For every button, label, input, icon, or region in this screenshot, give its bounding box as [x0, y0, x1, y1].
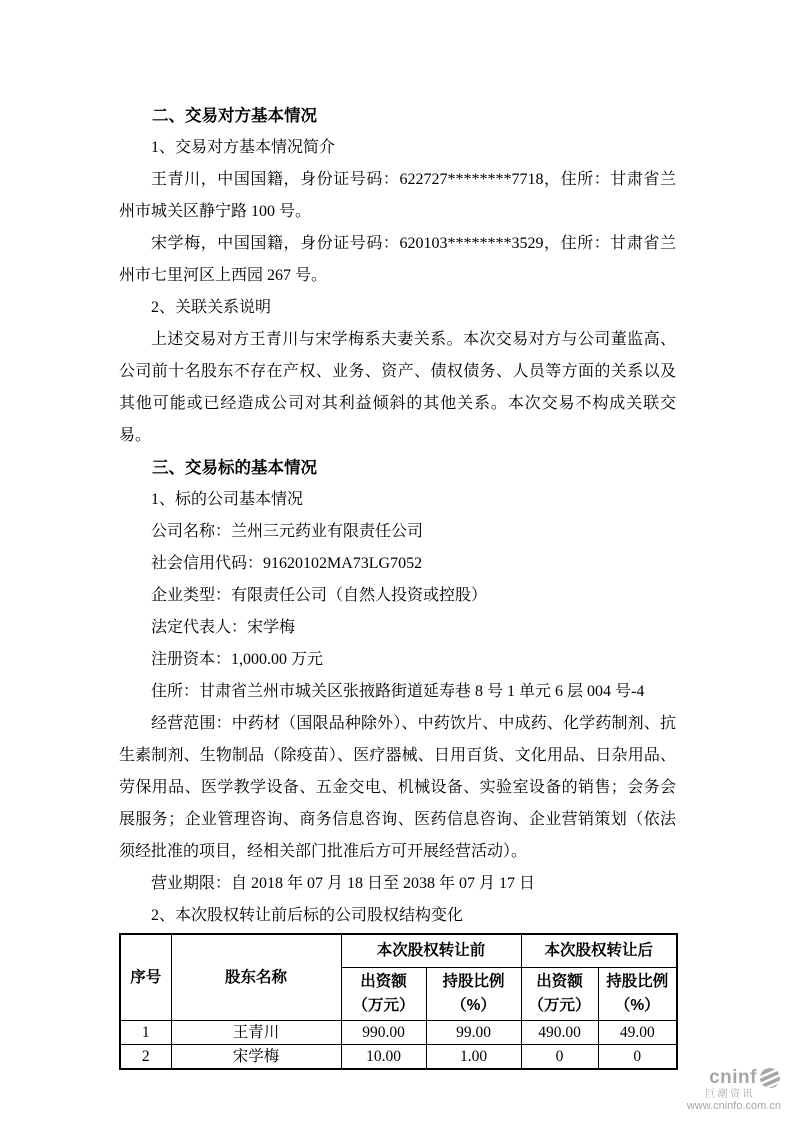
section2-item2-title: 2、关联关系说明	[151, 299, 272, 316]
header-amount-before-line2: （万元）	[352, 997, 415, 1014]
header-ratio-before-line2: （%）	[451, 997, 496, 1014]
header-group-after: 本次股权转让后	[521, 934, 677, 968]
header-group-before: 本次股权转让前	[341, 934, 521, 968]
registered-capital-line: 注册资本：1,000.00 万元	[151, 651, 324, 668]
company-name-line: 公司名称：兰州三元药业有限责任公司	[151, 523, 424, 540]
cninfo-logo-icon	[759, 1067, 781, 1089]
section3-item1-title: 1、标的公司基本情况	[151, 491, 304, 508]
business-scope-line: 经营范围：中药材（国限品种除外）、中药饮片、中成药、化学药制剂、抗生素制剂、生物制品（除疫苗）、医疗器械、日用百货、文化用品、日杂用品、劳保用品、医学教学设备、五金交电、机械设备、实验室设备的销售；会务会展服务；企业管理咨询、商务信息咨询、医药信息咨询、企业营销策划（依法须经批准的项目，经相关部门批准后方可开展经营活动）。	[119, 715, 676, 860]
cninfo-watermark	[687, 1067, 781, 1113]
cell-seq: 2	[120, 1045, 171, 1070]
header-shareholder: 股东名称	[171, 934, 341, 1021]
header-amount-before	[341, 968, 426, 1021]
section3-item2-title: 2、本次股权转让前后标的公司股权结构变化	[151, 907, 464, 924]
section2-item1-title: 1、交易对方基本情况简介	[151, 139, 336, 156]
cninfo-url-text: www.cninfo.com.cn	[686, 1100, 781, 1113]
header-amount-before-line1: 出资额	[360, 973, 407, 990]
company-type-line: 企业类型：有限责任公司（自然人投资或控股）	[151, 587, 488, 604]
cell-amount-after: 490.00	[521, 1021, 598, 1045]
section2-heading: 二、交易对方基本情况	[152, 107, 317, 125]
header-seq: 序号	[120, 934, 171, 1021]
cell-ratio-after: 49.00	[598, 1021, 677, 1045]
business-term-line: 营业期限：自 2018 年 07 月 18 日至 2038 年 07 月 17 日	[151, 875, 536, 892]
cell-ratio-before: 1.00	[426, 1045, 521, 1070]
header-amount-after	[521, 968, 598, 1021]
party2-info: 宋学梅，中国国籍，身份证号码：620103********3529，住所：甘肃省兰州市七里河区上西园 267 号。	[119, 235, 676, 284]
cell-amount-after: 0	[521, 1045, 598, 1070]
section3-heading: 三、交易标的基本情况	[152, 459, 317, 477]
credit-code-line: 社会信用代码：91620102MA73LG7052	[151, 555, 423, 572]
cell-ratio-before: 99.00	[426, 1021, 521, 1045]
cninfo-chinese-name: 巨潮资讯	[705, 1088, 755, 1100]
header-amount-after-line2: （万元）	[528, 997, 591, 1014]
cell-shareholder: 王青川	[171, 1021, 341, 1045]
document-body	[119, 100, 676, 1070]
party1-info: 王青川，中国国籍，身份证号码：622727********7718，住所：甘肃省兰州市城关区静宁路 100 号。	[119, 171, 676, 220]
table-row	[120, 1021, 677, 1045]
cell-ratio-after: 0	[598, 1045, 677, 1070]
header-amount-after-line1: 出资额	[536, 973, 583, 990]
header-ratio-after	[598, 968, 677, 1021]
address-line: 住所：甘肃省兰州市城关区张掖路街道延寿巷 8 号 1 单元 6 层 004 号-4	[151, 683, 645, 700]
equity-structure-table	[119, 933, 678, 1070]
cell-amount-before: 990.00	[341, 1021, 426, 1045]
cell-shareholder: 宋学梅	[171, 1045, 341, 1070]
header-ratio-after-line1: 持股比例	[606, 973, 669, 990]
table-row	[120, 1045, 677, 1070]
legal-rep-line: 法定代表人：宋学梅	[151, 619, 296, 636]
cninfo-brand-text: cninf	[709, 1066, 757, 1088]
header-ratio-before-line1: 持股比例	[442, 973, 505, 990]
header-ratio-after-line2: （%）	[614, 997, 660, 1014]
cell-seq: 1	[120, 1021, 171, 1045]
header-ratio-before	[426, 968, 521, 1021]
cell-amount-before: 10.00	[341, 1045, 426, 1070]
relation-description: 上述交易对方王青川与宋学梅系夫妻关系。本次交易对方与公司董监高、公司前十名股东不存在产权、业务、资产、债权债务、人员等方面的关系以及其他可能或已经造成公司对其利益倾斜的其他关系。本次交易不构成关联交易。	[119, 331, 676, 444]
